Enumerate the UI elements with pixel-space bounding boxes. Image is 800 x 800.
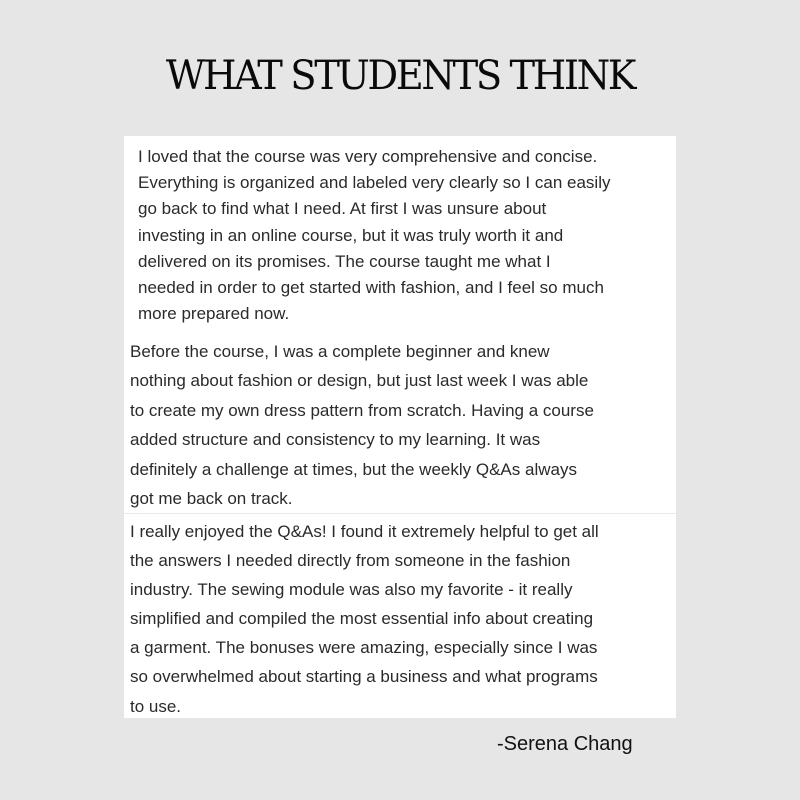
testimonial-text: I really enjoyed the Q&As! I found it extremely helpful to get all the answers I needed directly from someone in the fashion industry. The sewing module was also my favorite - it really simplified and compiled the most essential info about creating a garment. The bonuses were amazing, especially since I was so overwhelmed about starting a business and what programs to use. [130,522,599,716]
testimonial-text: Before the course, I was a complete beginner and knew nothing about fashion or design, but just last week I was able to create my own dress pattern from scratch. Having a course added structure and consistency to my learning. It was definitely a challenge at times, but the weekly Q&As always got me back on track. [130,342,594,509]
testimonial-card [124,136,676,332]
page-title: WHAT STUDENTS THINK [165,53,635,99]
testimonial-author: -Serena Chang [497,733,633,755]
testimonial-card [124,332,676,514]
testimonial-card [124,514,676,718]
testimonial-text: I loved that the course was very comprehensive and concise. Everything is organized and labeled very clearly so I can easily go back to find what I need. At first I was unsure about investing in an online course, but it was truly worth it and delivered on its promises. The course taught me what I needed in order to get started with fashion, and I feel so much more prepared now. [138,147,611,324]
